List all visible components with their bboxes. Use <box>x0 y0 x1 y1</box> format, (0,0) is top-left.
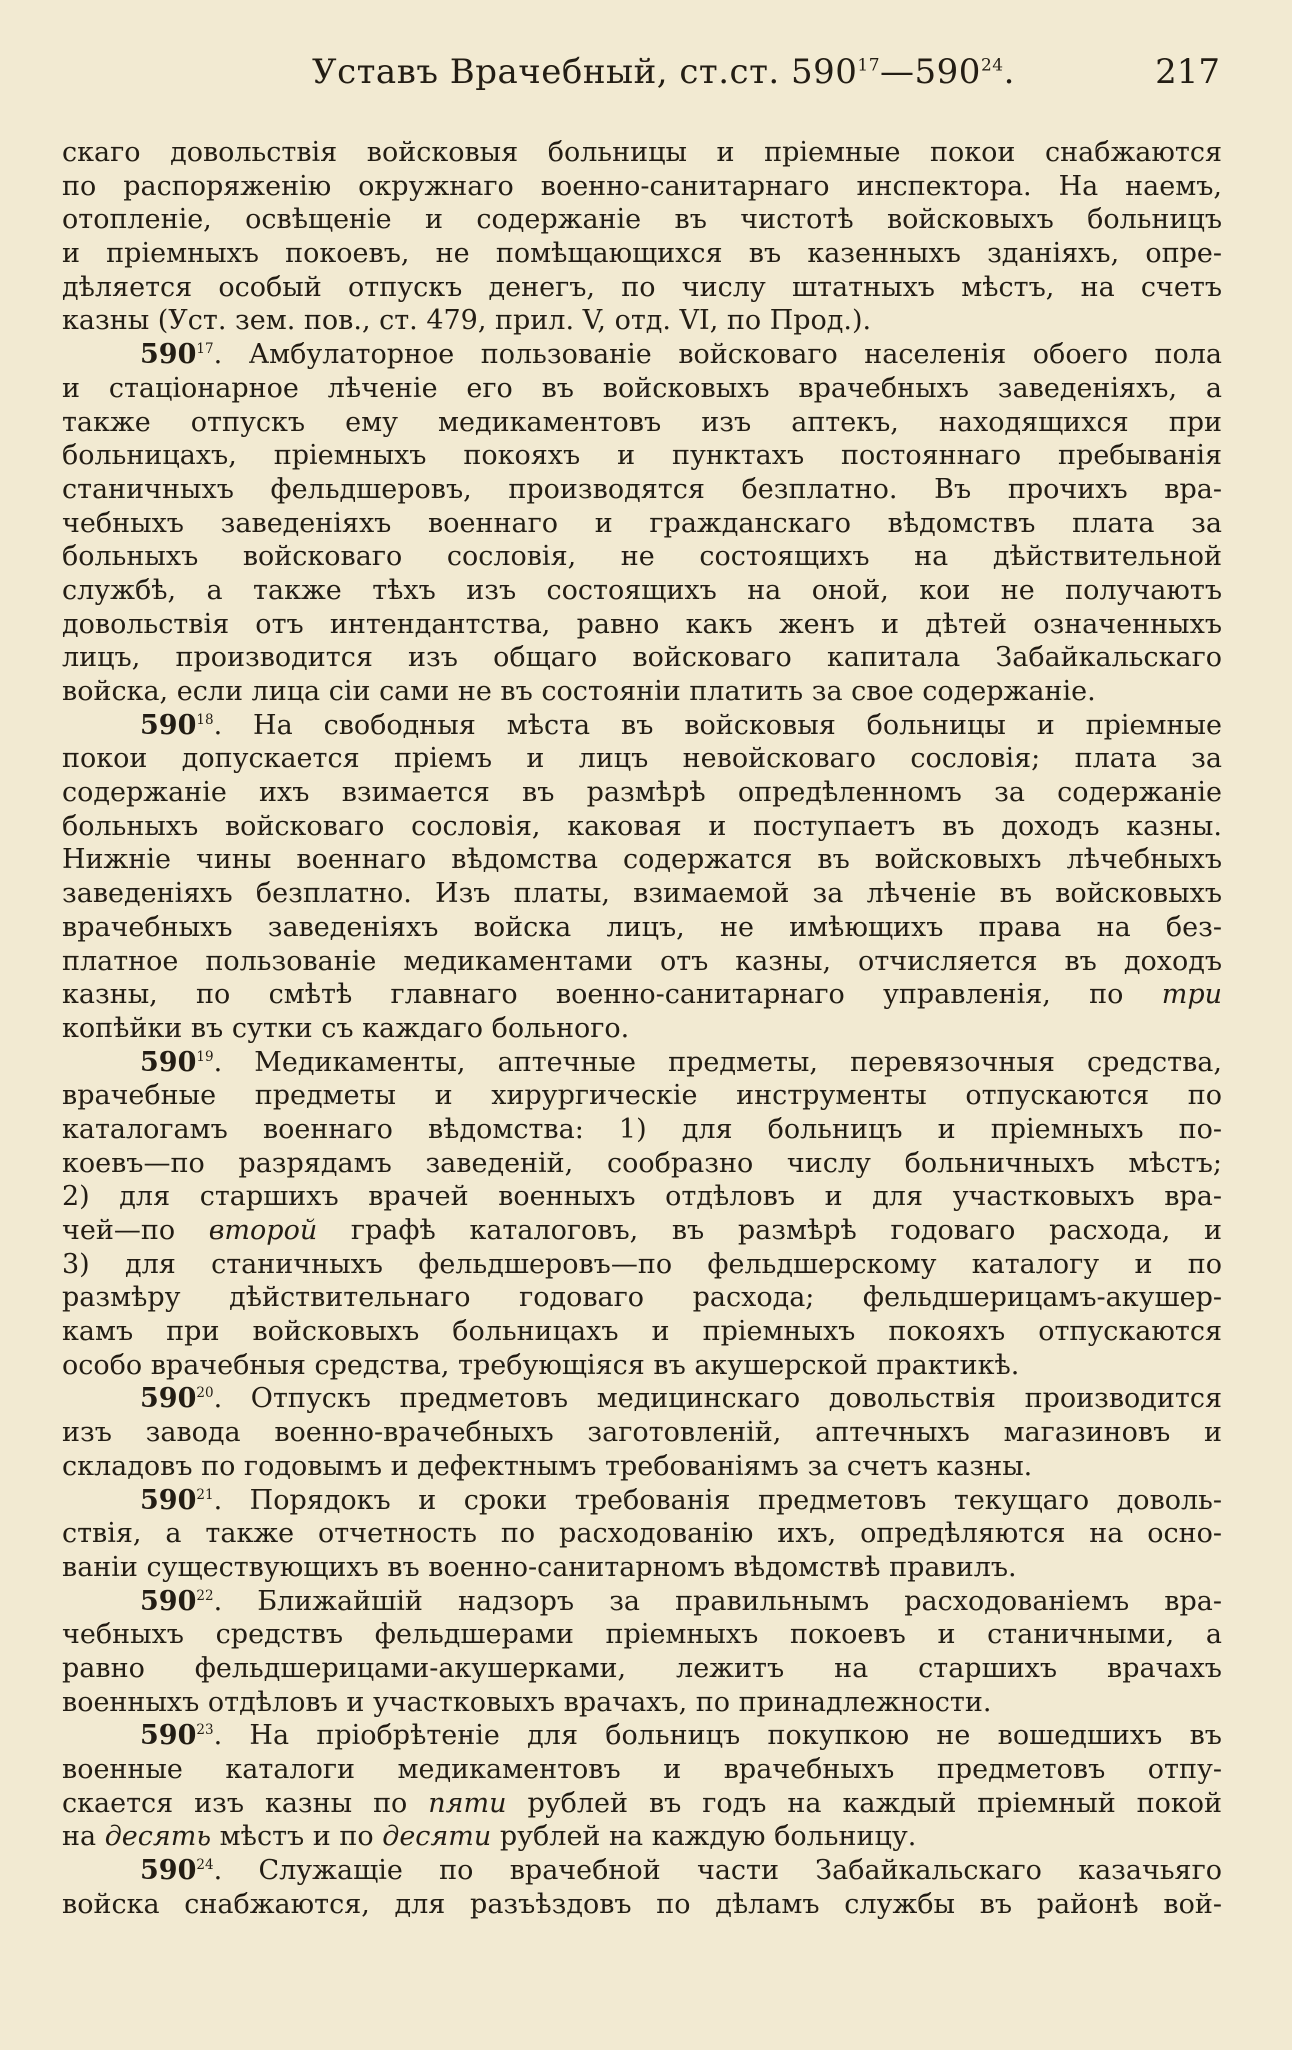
article-first-line <box>62 1854 1222 1888</box>
article-number: 590 <box>140 1855 197 1887</box>
text-line <box>62 203 1222 237</box>
text-line <box>62 1315 1222 1349</box>
line-text: камъ при войсковыхъ больницахъ и пріемныхъ покояхъ отпускаются <box>62 1316 1222 1348</box>
text-line <box>62 1180 1222 1214</box>
line-text: каталогамъ военнаго вѣдомства: 1) для больницъ и пріемныхъ по- <box>62 1113 1222 1145</box>
article-number: 590 <box>140 1383 197 1415</box>
text-line <box>62 810 1222 844</box>
line-text: размѣру дѣйствительнаго годоваго расхода; фельдшерицамъ-акушер- <box>62 1282 1222 1314</box>
article-number-superscript: 20 <box>196 1385 214 1402</box>
text-line <box>62 1888 1222 1922</box>
line-text: . Ближайшій надзоръ за правильнымъ расходованіемъ вра- <box>213 1585 1222 1617</box>
text-line <box>62 1753 1222 1787</box>
line-text: врачебные предметы и хирургическіе инструменты отпускаются по <box>62 1080 1222 1112</box>
line-text: также отпускъ ему медикаментовъ изъ аптекъ, находящихся при <box>62 406 1222 438</box>
text-line <box>62 1349 1222 1383</box>
line-text: дѣляется особый отпускъ денегъ, по числу штатныхъ мѣстъ, на счетъ <box>62 271 1222 303</box>
italic-word: второй <box>208 1215 318 1246</box>
line-text: . Медикаменты, аптечные предметы, перевязочныя средства, <box>213 1046 1222 1078</box>
line-text: довольствія отъ интендантства, равно какъ женъ и дѣтей означенныхъ <box>62 608 1222 640</box>
text-line <box>62 608 1222 642</box>
line-text: Нижніе чины военнаго вѣдомства содержатся въ войсковыхъ лѣчебныхъ <box>62 844 1222 876</box>
text-line <box>62 1248 1222 1282</box>
article-number-superscript: 18 <box>196 711 214 728</box>
line-text: военныхъ отдѣловъ и участковыхъ врачахъ, по принадлежности. <box>62 1686 992 1718</box>
line-text: копѣйки въ сутки съ каждаго больного. <box>62 1012 630 1044</box>
running-title-sup-from: 17 <box>857 55 881 76</box>
text-line <box>62 473 1222 507</box>
running-title-text: Уставъ Врачебный, ст.ст. 590 <box>312 52 858 92</box>
line-text: ваніи существующихъ въ военно-санитарномъ вѣдомствѣ правилъ. <box>62 1551 1017 1583</box>
article-number-superscript: 17 <box>196 341 214 358</box>
text-line <box>62 1820 1222 1854</box>
text-line <box>62 1113 1222 1147</box>
text-line <box>62 574 1222 608</box>
text-line <box>62 1652 1222 1686</box>
text-line <box>62 641 1222 675</box>
page-number: 217 <box>1155 52 1220 92</box>
text-line <box>62 911 1222 945</box>
line-text: особо врачебныя средства, требующіяся въ акушерской практикѣ. <box>62 1349 1020 1381</box>
line-text: казны (Уст. зем. пов., ст. 479, прил. V, отд. VI, по Прод.). <box>62 305 872 337</box>
line-text: заведеніяхъ безплатно. Изъ платы, взимаемой за лѣченіе въ войсковыхъ <box>62 878 1222 910</box>
line-text: рублей на каждую больницу. <box>491 1821 917 1853</box>
line-text: службѣ, а также тѣхъ изъ состоящихъ на оной, кои не получаютъ <box>62 574 1222 606</box>
italic-word: десять <box>104 1821 212 1853</box>
text-line <box>62 170 1222 204</box>
text-line <box>62 675 1222 709</box>
article-first-line <box>62 1382 1222 1416</box>
text-line <box>62 1787 1222 1821</box>
line-text: больныхъ войсковаго сословія, не состоящихъ на дѣйствительной <box>62 541 1222 573</box>
running-title-range-end: —590 <box>880 52 981 92</box>
article-number-superscript: 21 <box>196 1486 214 1503</box>
text-line <box>62 136 1222 170</box>
italic-word: три <box>1161 979 1222 1011</box>
line-text: . Порядокъ и сроки требованія предметовъ текущаго доволь- <box>213 1484 1222 1516</box>
line-text: . Служащіе по врачебной части Забайкальскаго казачьяго <box>213 1855 1222 1887</box>
article-first-line <box>62 1046 1222 1080</box>
text-line <box>62 1012 1222 1046</box>
line-text: ствія, а также отчетность по расходованію ихъ, опредѣляются на осно- <box>62 1518 1222 1550</box>
text-line <box>62 271 1222 305</box>
text-line <box>62 406 1222 440</box>
line-text: изъ завода военно-врачебныхъ заготовленій, аптечныхъ магазиновъ и <box>62 1417 1222 1449</box>
text-line <box>62 877 1222 911</box>
line-text: больныхъ войсковаго сословія, каковая и поступаетъ въ доходъ казны. <box>62 810 1222 842</box>
line-text: . На пріобрѣтеніе для больницъ покупкою не вошедшихъ въ <box>213 1720 1222 1752</box>
line-text: военные каталоги медикаментовъ и врачебныхъ предметовъ отпу- <box>62 1754 1222 1785</box>
line-text: скается изъ казны по <box>62 1787 429 1819</box>
article-number-superscript: 23 <box>196 1722 214 1739</box>
article-first-line <box>62 1719 1222 1753</box>
article-number: 590 <box>140 709 197 741</box>
line-text: больницахъ, пріемныхъ покояхъ и пунктахъ постояннаго пребыванія <box>62 440 1222 472</box>
line-text: графѣ каталоговъ, въ размѣрѣ годоваго расхода, и <box>317 1215 1222 1246</box>
body-text <box>62 136 1222 1921</box>
running-title <box>312 52 1015 92</box>
text-line <box>62 978 1222 1012</box>
line-text: чебныхъ средствъ фельдшерами пріемныхъ покоевъ и станичными, а <box>62 1619 1222 1651</box>
text-line <box>62 843 1222 877</box>
article-number: 590 <box>140 1484 197 1516</box>
line-text: равно фельдшерицами-акушерками, лежитъ на старшихъ врачахъ <box>62 1652 1222 1684</box>
line-text: отопленіе, освѣщеніе и содержаніе въ чистотѣ войсковыхъ больницъ <box>62 204 1222 236</box>
running-title-sup-to: 24 <box>980 55 1004 76</box>
article-first-line <box>62 1484 1222 1518</box>
italic-word: пяти <box>428 1787 507 1819</box>
text-line <box>62 1214 1222 1248</box>
article-number: 590 <box>140 1585 197 1617</box>
article-first-line <box>62 709 1222 743</box>
article-number-superscript: 19 <box>196 1048 214 1065</box>
line-text: платное пользованіе медикаментами отъ казны, отчисляется въ доходъ <box>62 945 1222 977</box>
article-first-line <box>62 338 1222 372</box>
line-text: 2) для старшихъ врачей военныхъ отдѣловъ и для участковыхъ вра- <box>62 1181 1222 1213</box>
line-text: врачебныхъ заведеніяхъ войска лицъ, не имѣющихъ права на без- <box>62 911 1222 943</box>
article-number: 590 <box>140 1046 197 1078</box>
line-text: войска, если лица сіи сами не въ состояніи платить за свое содержаніе. <box>62 676 1096 707</box>
text-line <box>62 1450 1222 1484</box>
line-text: чей—по <box>62 1215 209 1246</box>
line-text: лицъ, производится изъ общаго войсковаго капитала Забайкальскаго <box>62 642 1222 674</box>
line-text: рублей въ годъ на каждый пріемный покой <box>506 1787 1222 1819</box>
text-line <box>62 439 1222 473</box>
line-text: . Отпускъ предметовъ медицинскаго довольствія производится <box>213 1383 1222 1415</box>
line-text: чебныхъ заведеніяхъ военнаго и гражданскаго вѣдомствъ плата за <box>62 507 1222 539</box>
line-text: складовъ по годовымъ и дефектнымъ требованіямъ за счетъ казны. <box>62 1450 1033 1482</box>
line-text: . На свободныя мѣста въ войсковыя больницы и пріемные <box>213 709 1222 741</box>
article-first-line <box>62 1585 1222 1619</box>
line-text: казны, по смѣтѣ главнаго военно-санитарнаго управленія, по <box>62 979 1162 1011</box>
text-line <box>62 1517 1222 1551</box>
text-line <box>62 540 1222 574</box>
text-line <box>62 1686 1222 1720</box>
line-text: и пріемныхъ покоевъ, не помѣщающихся въ казенныхъ зданіяхъ, опре- <box>62 238 1222 270</box>
text-line <box>62 1416 1222 1450</box>
text-line <box>62 1079 1222 1113</box>
italic-word: десяти <box>382 1821 492 1853</box>
line-text: на <box>62 1821 105 1853</box>
line-text: и стаціонарное лѣченіе его въ войсковыхъ врачебныхъ заведеніяхъ, а <box>62 372 1222 404</box>
text-line <box>62 1551 1222 1585</box>
line-text: содержаніе ихъ взимается въ размѣрѣ опредѣленномъ за содержаніе <box>62 777 1222 809</box>
line-text: по распоряженію окружнаго военно-санитарнаго инспектора. На наемъ, <box>62 170 1222 202</box>
line-text: скаго довольствія войсковыя больницы и пріемные покои снабжаются <box>62 137 1222 168</box>
text-line <box>62 945 1222 979</box>
article-number: 590 <box>140 339 197 371</box>
article-number-superscript: 22 <box>196 1587 214 1604</box>
line-text: 3) для станичныхъ фельдшеровъ—по фельдшерскому каталогу и по <box>62 1248 1222 1280</box>
text-line <box>62 237 1222 271</box>
line-text: мѣстъ и по <box>211 1821 383 1853</box>
text-line <box>62 507 1222 541</box>
line-text: войска снабжаются, для разъѣздовъ по дѣламъ службы въ районѣ вой- <box>62 1888 1222 1920</box>
text-line <box>62 1147 1222 1181</box>
line-text: станичныхъ фельдшеровъ, производятся безплатно. Въ прочихъ вра- <box>62 473 1222 505</box>
text-line <box>62 742 1222 776</box>
page-header <box>62 52 1220 98</box>
text-line <box>62 304 1222 338</box>
text-line <box>62 372 1222 406</box>
line-text: коевъ—по разрядамъ заведеній, сообразно числу больничныхъ мѣстъ; <box>62 1147 1222 1179</box>
line-text: . Амбулаторное пользованіе войсковаго населенія обоего пола <box>213 339 1222 371</box>
line-text: покои допускается пріемъ и лицъ невойсковаго сословія; плата за <box>62 743 1222 775</box>
running-title-period: . <box>1003 52 1015 92</box>
text-line <box>62 1281 1222 1315</box>
article-number: 590 <box>140 1720 197 1752</box>
text-line <box>62 776 1222 810</box>
text-line <box>62 1618 1222 1652</box>
article-number-superscript: 24 <box>196 1857 214 1874</box>
